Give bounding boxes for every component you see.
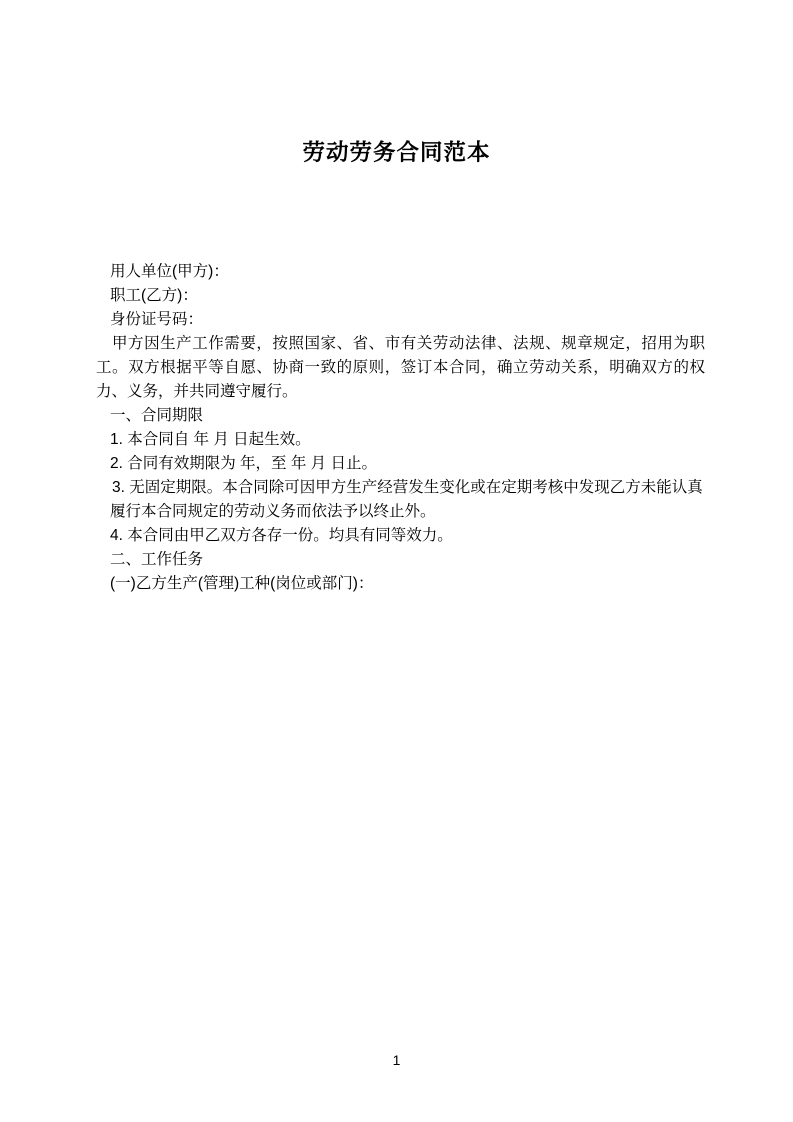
clause-2-1: (一)乙方生产(管理)工种(岗位或部门)：	[110, 575, 374, 593]
clause-1-1: 1. 本合同自 年 月 日起生效。	[110, 431, 311, 449]
paragraph-preamble: 甲方因生产工作需要，按照国家、省、市有关劳动法律、法规、规章规定，招用为职工。双方根据平等自愿、协商一致的原则，签订本合同，确立劳动关系，明确双方的权力、义务，并共同遵守履行。	[96, 335, 705, 401]
heading-section-2: 二、工作任务	[110, 551, 204, 569]
clause-1-4: 4. 本合同由甲乙双方各存一份。均具有同等效力。	[110, 527, 453, 545]
clause-1-2: 2. 合同有效期限为 年，至 年 月 日止。	[110, 455, 377, 473]
heading-section-1: 一、合同期限	[110, 407, 204, 425]
page-title: 劳动劳务合同范本	[302, 140, 491, 165]
document-content	[0, 260, 793, 596]
page-number: 1	[392, 1052, 401, 1068]
paragraph-employee: 职工(乙方)：	[110, 287, 198, 305]
paragraph-id-number: 身份证号码：	[110, 311, 204, 329]
paragraph-employer: 用人单位(甲方)：	[110, 263, 229, 280]
clause-1-3: 3. 无固定期限。本合同除可因甲方生产经营发生变化或在定期考核中发现乙方未能认真	[112, 479, 703, 497]
clause-1-3-continued: 履行本合同规定的劳动义务而依法予以终止外。	[110, 503, 436, 521]
